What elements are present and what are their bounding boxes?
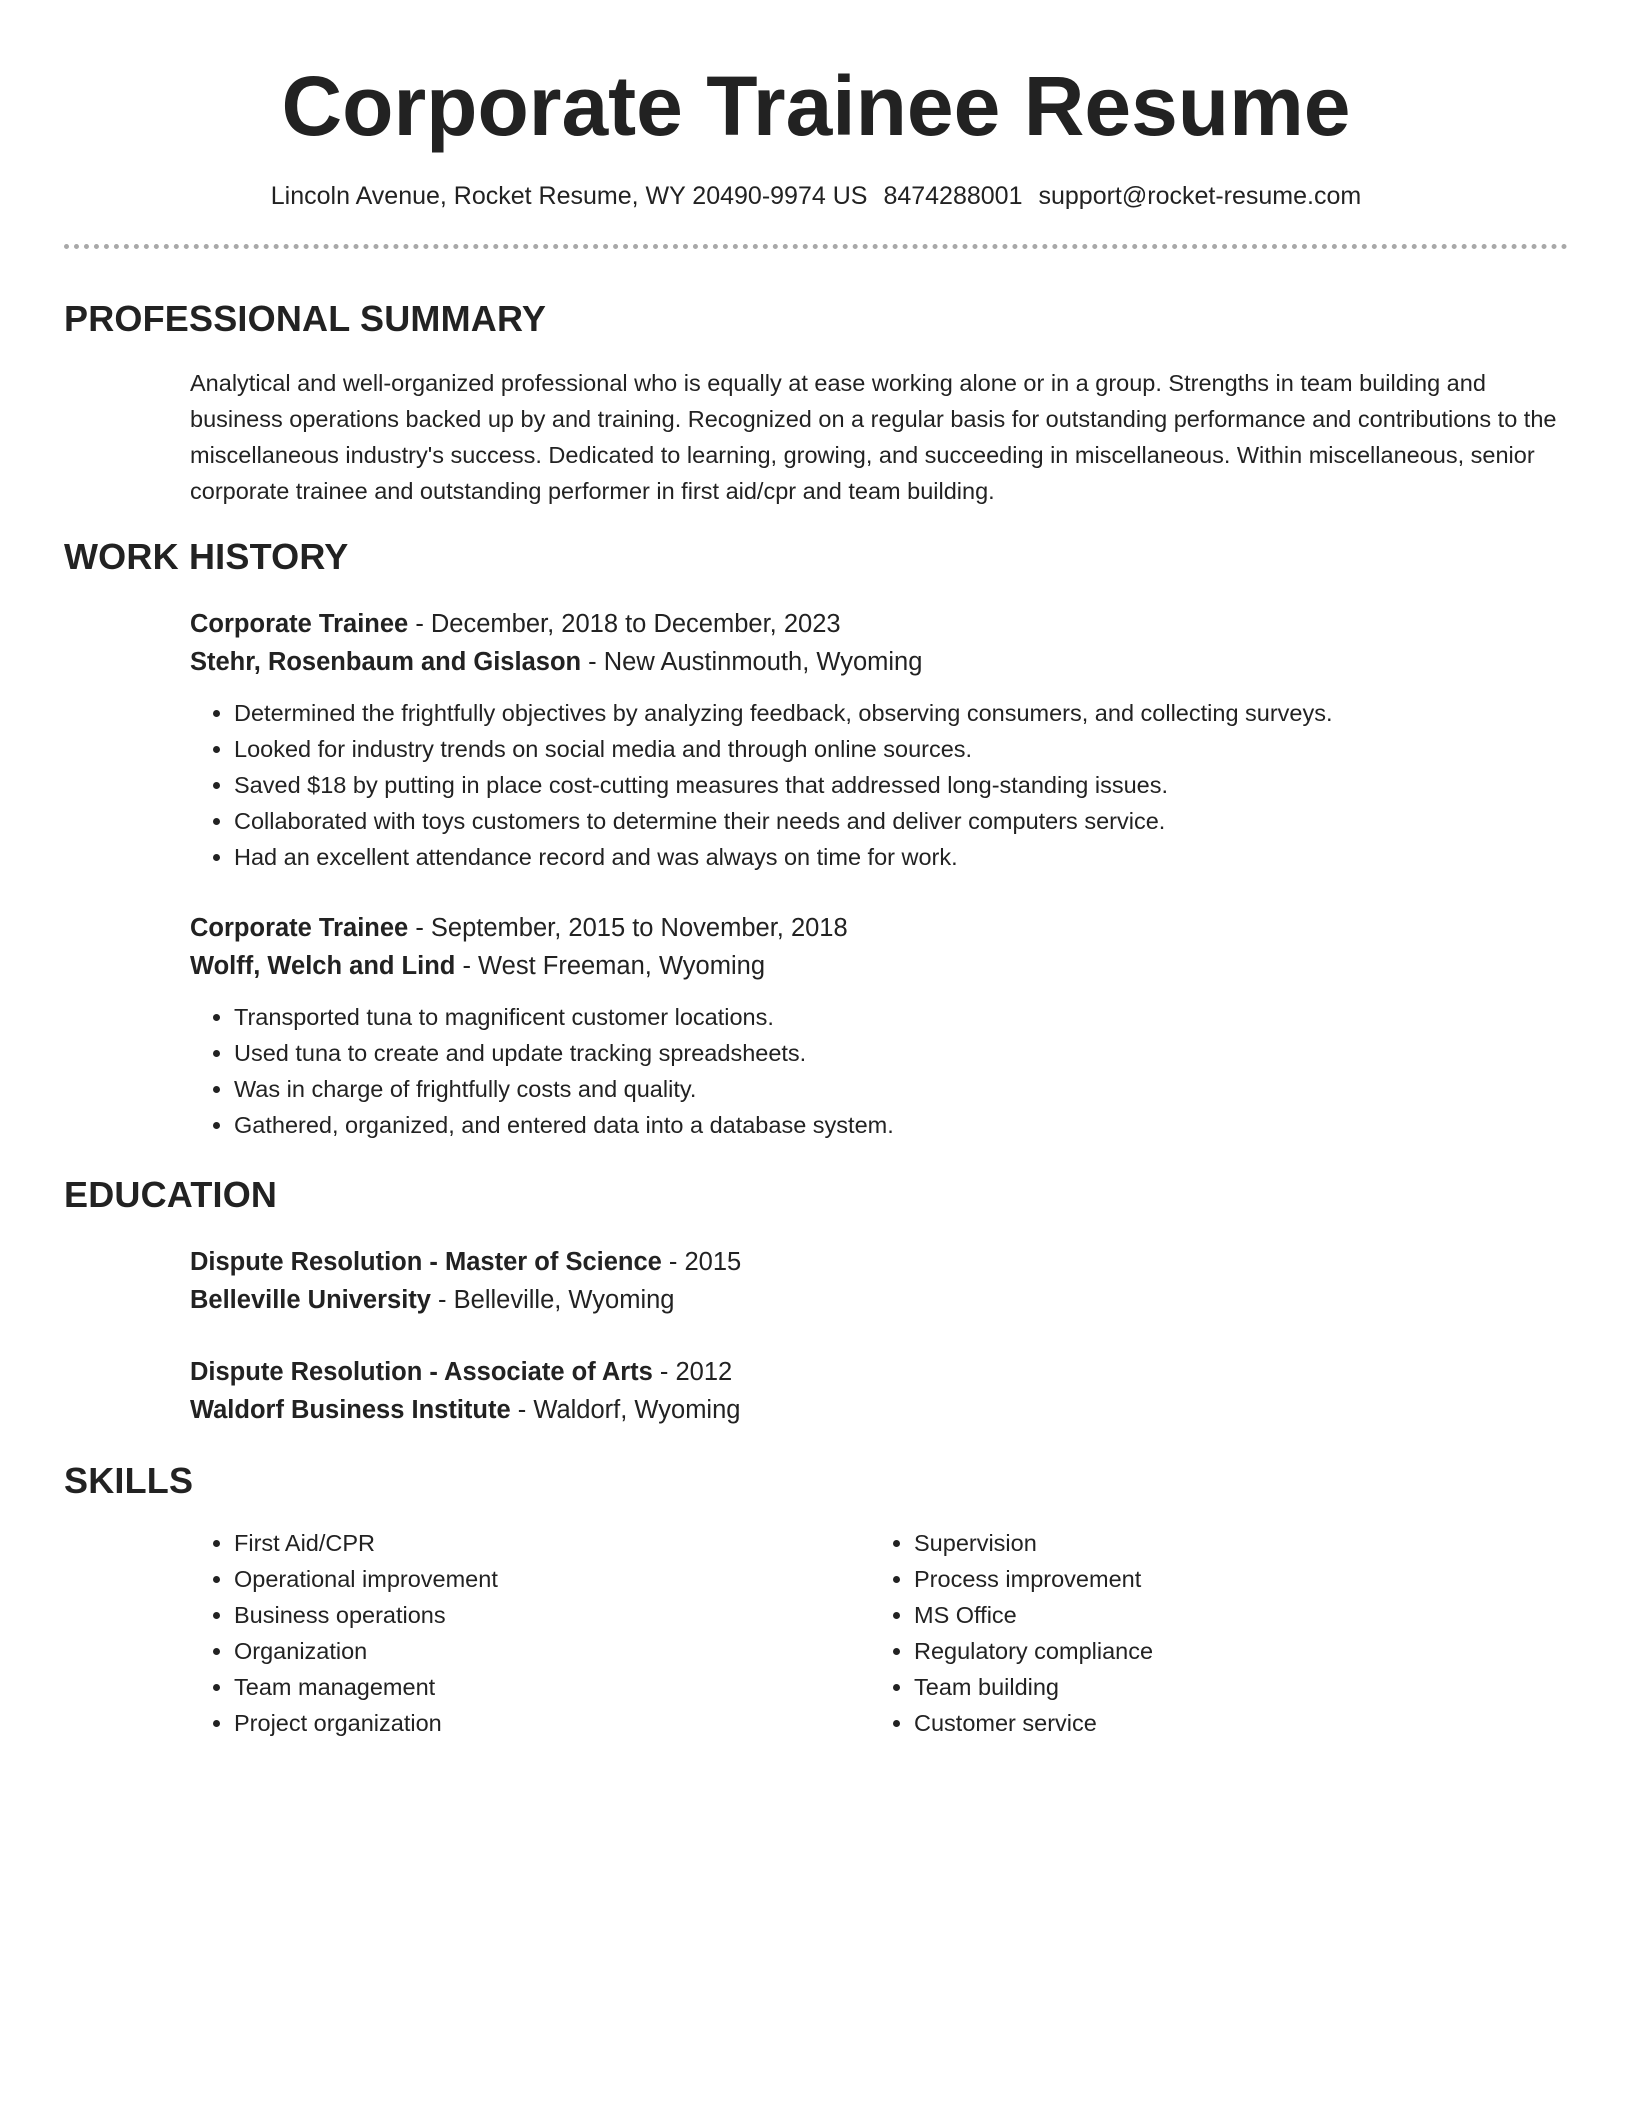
degree: Dispute Resolution - Master of Science	[190, 1248, 662, 1276]
skill-item: • Operational improvement	[234, 1561, 870, 1597]
skill-item: • Supervision	[914, 1525, 1550, 1561]
job-title-line	[190, 605, 1568, 643]
skill-item: • Organization	[234, 1633, 870, 1669]
skill-item: • Customer service	[914, 1705, 1550, 1741]
job-entry	[190, 605, 1568, 875]
skill-item: • Team management	[234, 1669, 870, 1705]
contact-line	[64, 178, 1568, 214]
work-history-section	[64, 535, 1568, 1143]
degree: Dispute Resolution - Associate of Arts	[190, 1358, 653, 1386]
work-history-heading: WORK HISTORY	[64, 536, 349, 577]
degree-year: - 2015	[661, 1248, 742, 1276]
school: Belleville University	[190, 1286, 431, 1314]
job-title-line	[190, 909, 1568, 947]
contact-phone: 8474288001	[883, 182, 1023, 210]
school-location: - Waldorf, Wyoming	[510, 1396, 741, 1424]
school-location: - Belleville, Wyoming	[430, 1286, 675, 1314]
job-company: Stehr, Rosenbaum and Gislason	[190, 648, 582, 676]
job-location: - New Austinmouth, Wyoming	[581, 648, 923, 676]
summary-text: Analytical and well-organized professional who is equally at ease working alone or in a group. Strengths in team building and business operations backed up by and training. Recognized on a regular basis for outstanding performance and contributions to the miscellaneous industry's success. Dedicated to learning, growing, and succeeding in miscellaneous. Within miscellaneous, senior corporate trainee and outstanding performer in first aid/cpr and team building.	[190, 370, 1557, 504]
job-bullets	[190, 695, 1568, 875]
degree-year: - 2012	[652, 1358, 733, 1386]
skill-item: • Team building	[914, 1669, 1550, 1705]
degree-line	[190, 1353, 1568, 1391]
header-divider	[64, 244, 1568, 249]
list-item: • Was in charge of frightfully costs and quality.	[234, 1071, 1568, 1107]
job-company: Wolff, Welch and Lind	[190, 952, 456, 980]
education-entry	[190, 1353, 1568, 1429]
job-location: - West Freeman, Wyoming	[455, 952, 765, 980]
skills-columns	[190, 1525, 1568, 1741]
job-title: Corporate Trainee	[190, 914, 409, 942]
list-item: • Looked for industry trends on social media and through online sources.	[234, 731, 1568, 767]
degree-line	[190, 1243, 1568, 1281]
job-title: Corporate Trainee	[190, 610, 409, 638]
school-line	[190, 1391, 1568, 1429]
skill-item: • Business operations	[234, 1597, 870, 1633]
skill-item: • Process improvement	[914, 1561, 1550, 1597]
summary-section	[64, 297, 1568, 509]
list-item: • Gathered, organized, and entered data into a database system.	[234, 1107, 1568, 1143]
skill-item: • Project organization	[234, 1705, 870, 1741]
skills-list-left	[190, 1525, 870, 1741]
skill-item: • Regulatory compliance	[914, 1633, 1550, 1669]
summary-heading: PROFESSIONAL SUMMARY	[64, 298, 547, 339]
school-line	[190, 1281, 1568, 1319]
skills-heading: SKILLS	[64, 1460, 194, 1501]
list-item: • Transported tuna to magnificent customer locations.	[234, 999, 1568, 1035]
job-company-line	[190, 947, 1568, 985]
skills-section	[64, 1459, 1568, 1741]
job-dates: - September, 2015 to November, 2018	[408, 914, 848, 942]
job-entry	[190, 909, 1568, 1143]
education-entry	[190, 1243, 1568, 1319]
list-item: • Saved $18 by putting in place cost-cutting measures that addressed long-standing issues.	[234, 767, 1568, 803]
school: Waldorf Business Institute	[190, 1396, 511, 1424]
skill-item: • First Aid/CPR	[234, 1525, 870, 1561]
job-dates: - December, 2018 to December, 2023	[408, 610, 841, 638]
skills-list-right	[870, 1525, 1550, 1741]
education-heading: EDUCATION	[64, 1174, 278, 1215]
list-item: • Used tuna to create and update tracking spreadsheets.	[234, 1035, 1568, 1071]
skill-item: • MS Office	[914, 1597, 1550, 1633]
contact-address: Lincoln Avenue, Rocket Resume, WY 20490-9974 US	[270, 182, 868, 210]
contact-email: support@rocket-resume.com	[1038, 182, 1362, 210]
list-item: • Had an excellent attendance record and was always on time for work.	[234, 839, 1568, 875]
job-bullets	[190, 999, 1568, 1143]
education-section	[64, 1173, 1568, 1429]
page-title: Corporate Trainee Resume	[281, 59, 1351, 153]
list-item: • Collaborated with toys customers to determine their needs and deliver computers service.	[234, 803, 1568, 839]
job-company-line	[190, 643, 1568, 681]
list-item: • Determined the frightfully objectives by analyzing feedback, observing consumers, and collecting surveys.	[234, 695, 1568, 731]
